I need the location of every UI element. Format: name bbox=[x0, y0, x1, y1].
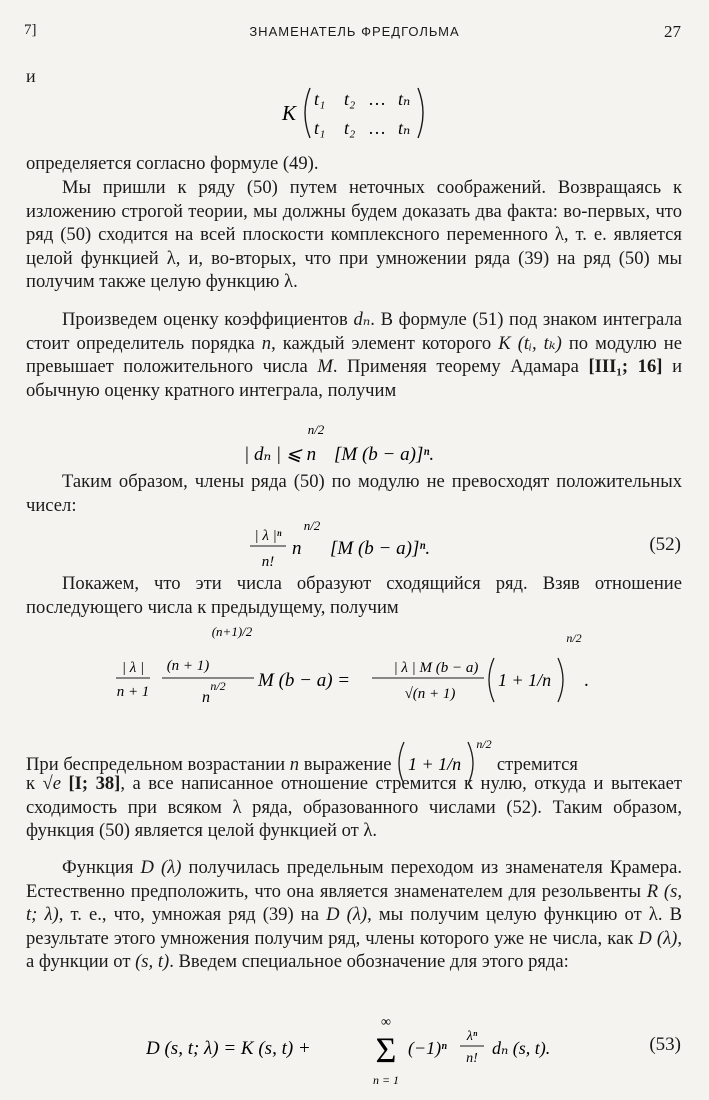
matrix-K: K bbox=[282, 101, 297, 125]
p8-text-a: Функция bbox=[62, 857, 134, 878]
ratio-f3-num: | λ | M (b − a) bbox=[393, 660, 479, 676]
page-number: 27 bbox=[664, 22, 681, 41]
equation-53-number: (53) bbox=[649, 1034, 681, 1055]
eq53-sum-top: ∞ bbox=[381, 1015, 391, 1030]
eq53-sum-bottom: n = 1 bbox=[372, 1073, 400, 1087]
p8-R: R (s, t; λ) bbox=[26, 880, 682, 926]
kernel-matrix bbox=[270, 82, 440, 144]
p6-text-a: При беспредельном возрастании bbox=[26, 754, 286, 775]
paragraph-7 bbox=[26, 772, 682, 843]
p3-text-a: Произведем оценку коэффициентов bbox=[62, 309, 348, 330]
p8-text-e: , а функции от bbox=[26, 927, 682, 973]
running-title: ЗНАМЕНАТЕЛЬ ФРЕДГОЛЬМА bbox=[249, 24, 460, 39]
paragraph-3 bbox=[26, 308, 682, 402]
p3-n: n bbox=[261, 332, 272, 354]
eq53-frac-num: λⁿ bbox=[466, 1029, 478, 1044]
ineq-exponent: n/2 bbox=[307, 422, 325, 437]
paragraph-8 bbox=[26, 856, 682, 974]
eq53-rhs: dₙ (s, t). bbox=[492, 1038, 551, 1058]
p8-text-f: . Введем специальное обозначение для этого ряда: bbox=[169, 951, 569, 973]
eq52-frac-den: n! bbox=[261, 554, 275, 570]
ratio-end: . bbox=[584, 670, 589, 691]
p3-kernel: K (tᵢ, tₖ) bbox=[498, 332, 562, 354]
p3-M: M bbox=[317, 356, 333, 378]
ratio-mid: M (b − a) = bbox=[258, 670, 351, 691]
p8-D-lambda-1: D (λ) bbox=[140, 857, 182, 878]
matrix-bottom-t1: t₁ bbox=[314, 118, 326, 138]
p8-text-b: получилась предельным переходом из знаменателя Крамера. Естественно предположить, что она является знаменателем для резольвенты bbox=[26, 857, 682, 902]
ineq-lhs: | dₙ | ⩽ n bbox=[244, 444, 317, 465]
eq53-lhs: D (s, t; λ) = K (s, t) + bbox=[146, 1038, 311, 1059]
p8-text-c: , т. е., что, умножая ряд (39) на bbox=[58, 904, 319, 926]
paragraph-5: Покажем, что эти числа образуют сходящийся ряд. Взяв отношение последующего числа к предыдущему, получим bbox=[26, 573, 682, 618]
p8-st: (s, t) bbox=[135, 951, 170, 973]
equation-52-number: (52) bbox=[649, 534, 681, 555]
eq52-exponent: n/2 bbox=[303, 518, 321, 533]
p7-text-a: к bbox=[26, 773, 36, 794]
eq52-frac-num: | λ |ⁿ bbox=[254, 528, 282, 544]
matrix-top-dots: … bbox=[368, 89, 386, 109]
p3-ref-hadamard: [III₁; 16] bbox=[588, 356, 663, 378]
p3-text-f: и обычную оценку кратного интеграла, получим bbox=[26, 356, 683, 401]
p8-text-d: , мы получим целую функцию от λ. В результате этого умножения получим ряд, члены которого уже не числа, как bbox=[26, 904, 682, 949]
ratio-f2-num-exp: (n+1)/2 bbox=[211, 624, 253, 639]
matrix-top-tn: tₙ bbox=[398, 89, 411, 109]
eq53-frac-den: n! bbox=[466, 1051, 478, 1066]
p8-D-lambda-3: D (λ) bbox=[638, 927, 678, 949]
ratio-paren-exp: n/2 bbox=[566, 631, 582, 645]
p6-paren-content: 1 + 1/n bbox=[408, 754, 462, 774]
matrix-top-t2: t₂ bbox=[344, 89, 356, 109]
eq52-n: n bbox=[292, 538, 302, 559]
paragraph-2: Мы пришли к ряду (50) путем неточных соображений. Возвращаясь к изложению строгой теории, мы должны будем доказать два факта: во-первых, что ряд (50) сходится на всей плоскости комплексного переменного λ, т. е. является целой функцией λ, и, во-вторых, что при умножении ряда (39) на ряд (50) мы получим также целую функцию λ. bbox=[26, 177, 682, 293]
ratio-f1-den: n + 1 bbox=[116, 684, 150, 700]
matrix-top-t1: t₁ bbox=[314, 89, 326, 109]
p6-text-b: выражение bbox=[303, 754, 392, 775]
ratio-f2-num: (n + 1) bbox=[166, 658, 210, 674]
ratio-f2-den: n bbox=[202, 689, 210, 706]
matrix-bottom-t2: t₂ bbox=[344, 118, 356, 138]
ratio-f2-den-exp: n/2 bbox=[210, 679, 226, 693]
paragraph-4: Таким образом, члены ряда (50) по модулю не превосходят положительных чисел: bbox=[26, 471, 682, 516]
p6-paren-exp: n/2 bbox=[476, 737, 492, 751]
intro-word: и bbox=[26, 66, 36, 86]
p6-n: n bbox=[289, 754, 300, 775]
ineq-rhs: [M (b − a)]ⁿ. bbox=[334, 444, 435, 465]
eq53-sum-sign: Σ bbox=[375, 1030, 397, 1070]
section-number: 7] bbox=[24, 22, 37, 38]
eq53-sign-term: (−1)ⁿ bbox=[408, 1038, 447, 1058]
p7-ref-e: [I; 38] bbox=[68, 773, 121, 794]
p7-sqrt-e: √e bbox=[42, 773, 61, 794]
equation-ratio bbox=[110, 618, 600, 708]
p3-text-b: . В формуле (51) под знаком интеграла стоит определитель порядка bbox=[26, 309, 682, 354]
ratio-paren-content: 1 + 1/n bbox=[498, 670, 552, 690]
eq52-rest: [M (b − a)]ⁿ. bbox=[330, 538, 431, 559]
equation-53 bbox=[146, 1008, 586, 1092]
p3-text-d: по модулю не превышает положительного числа bbox=[26, 332, 682, 378]
ratio-f3-den: √(n + 1) bbox=[404, 686, 456, 702]
p8-D-lambda-2: D (λ) bbox=[326, 904, 368, 926]
p7-text-b: , а все написанное отношение стремится к нулю, откуда и вытекает сходимость при всяком λ ряда, образованного числами (52). Таким образом, функция (50) является целой функцией от λ. bbox=[26, 773, 682, 842]
ratio-f1-num: | λ | bbox=[121, 660, 145, 676]
matrix-bottom-tn: tₙ bbox=[398, 118, 411, 138]
p3-dn: dₙ bbox=[353, 309, 371, 330]
equation-52 bbox=[240, 512, 470, 576]
equation-inequality bbox=[230, 420, 510, 468]
paragraph-1: определяется согласно формуле (49). bbox=[26, 153, 319, 174]
p3-text-c: , каждый элемент которого bbox=[271, 332, 492, 354]
matrix-bottom-dots: … bbox=[368, 118, 386, 138]
p3-text-e: . Применяя теорему Адамара bbox=[332, 356, 579, 378]
p6-text-c: стремится bbox=[496, 754, 578, 775]
